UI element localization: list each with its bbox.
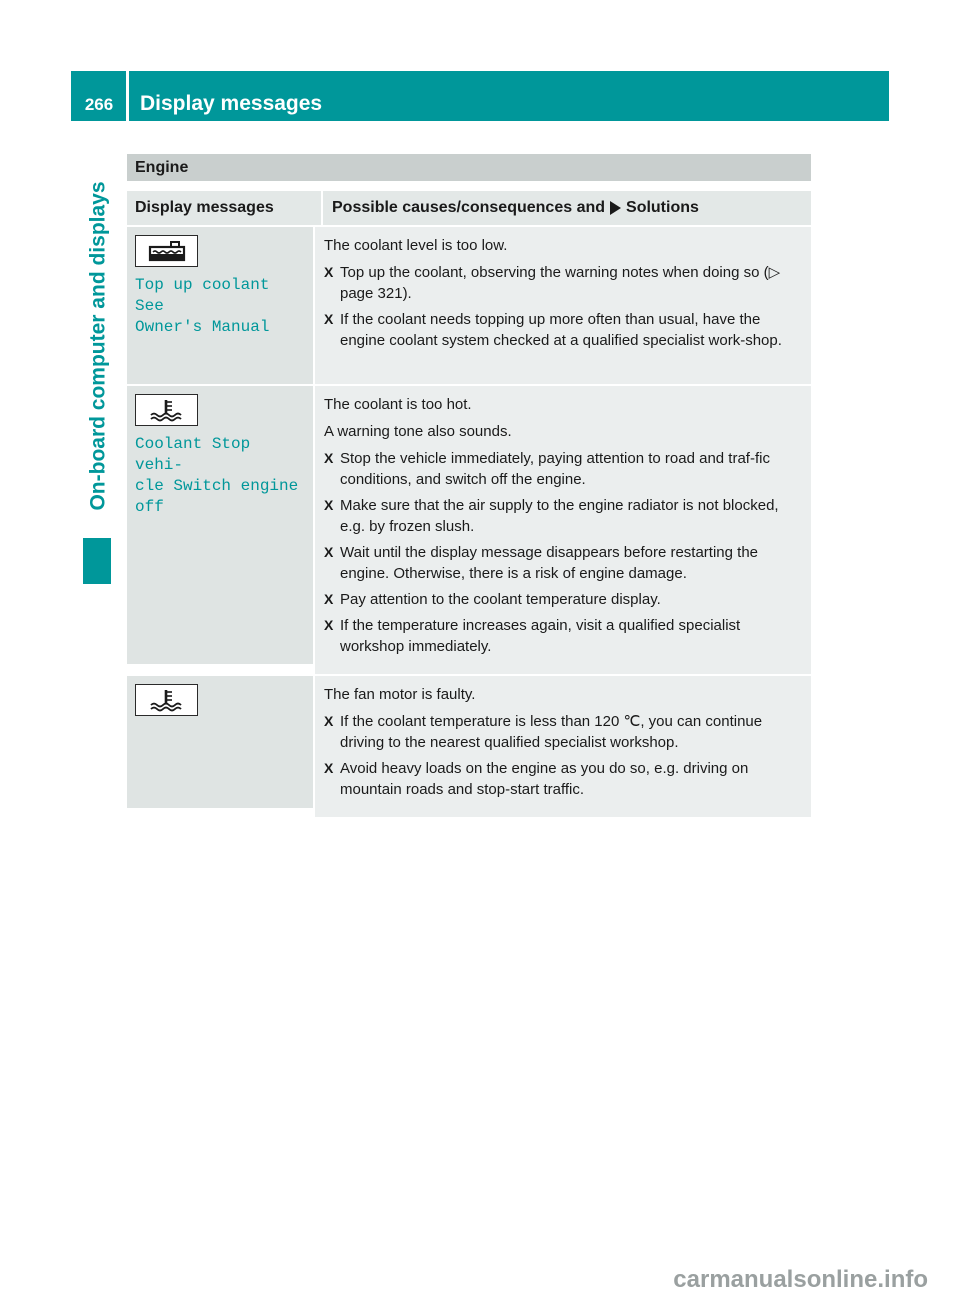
cause-text: The coolant is too hot. [324, 396, 472, 413]
bullet-mark: X [324, 544, 334, 560]
bullet-mark: X [324, 591, 334, 607]
list-item [324, 711, 805, 753]
side-tab-label: On-board computer and displays [87, 181, 110, 511]
action-arrow-icon [610, 201, 621, 215]
table-row [127, 676, 811, 817]
bullet-mark: X [324, 264, 334, 280]
page-number: 266 [84, 95, 114, 114]
watermark: carmanualsonline.info [673, 1266, 928, 1293]
solution-text: Wait until the display message disappears before restarting the engine. Otherwise, there is a risk of engine damage. [340, 544, 759, 582]
display-message: Coolant Stop vehi‑ cle Switch engine off [135, 435, 299, 516]
bullet-mark: X [324, 760, 334, 776]
solution-cell [313, 386, 811, 674]
solution-cell [313, 227, 811, 384]
message-cell [127, 386, 313, 664]
table-header [127, 191, 811, 227]
page-title: Display messages [140, 92, 323, 115]
bullet-mark: X [324, 617, 334, 633]
table-row [127, 386, 811, 676]
column-header-messages: Display messages [135, 199, 274, 216]
list-item [324, 495, 805, 537]
side-tab-marker [83, 538, 111, 584]
display-message: Top up coolant See Owner's Manual [135, 276, 270, 336]
list-item [324, 262, 805, 304]
cause-text: A warning tone also sounds. [324, 423, 512, 440]
list-item [324, 615, 805, 657]
coolant-level-icon [135, 235, 198, 267]
list-item [324, 448, 805, 490]
column-header-solutions-a: Possible causes/consequences and [332, 199, 606, 216]
column-header-solutions [321, 191, 811, 225]
coolant-temperature-icon [135, 394, 198, 426]
header-divider [126, 71, 129, 121]
solution-text: If the temperature increases again, visit a qualified specialist workshop immediately. [340, 617, 741, 655]
solution-text: Top up the coolant, observing the warning notes when doing so (▷ page 321). [340, 264, 781, 302]
message-cell [127, 676, 313, 808]
solution-text: Avoid heavy loads on the engine as you do so, e.g. driving on mountain roads and stop-start traffic. [340, 760, 749, 798]
solution-cell [313, 676, 811, 817]
solution-text: Stop the vehicle immediately, paying attention to road and traf-fic conditions, and switch off the engine. [340, 450, 770, 488]
list-item [324, 542, 805, 584]
bullet-mark: X [324, 713, 334, 729]
solution-text: Pay attention to the coolant temperature display. [340, 591, 661, 608]
side-tab [83, 160, 115, 532]
bullet-mark: X [324, 450, 334, 466]
coolant-temperature-icon [135, 684, 198, 716]
solution-text: If the coolant temperature is less than 120 ℃, you can continue driving to the nearest qualified specialist workshop. [340, 713, 763, 751]
messages-table [127, 191, 811, 817]
list-item [324, 589, 805, 610]
message-cell [127, 227, 313, 384]
cause-text: The fan motor is faulty. [324, 686, 476, 703]
solution-text: If the coolant needs topping up more often than usual, have the engine coolant system checked at a qualified specialist work-shop. [340, 311, 782, 349]
bullet-mark: X [324, 497, 334, 513]
list-item [324, 758, 805, 800]
bullet-mark: X [324, 311, 334, 327]
list-item [324, 309, 805, 351]
table-row [127, 227, 811, 386]
cause-text: The coolant level is too low. [324, 237, 508, 254]
solution-text: Make sure that the air supply to the engine radiator is not blocked, e.g. by frozen slush. [340, 497, 779, 535]
column-header-solutions-b: Solutions [626, 199, 699, 216]
section-title: Engine [127, 154, 811, 181]
